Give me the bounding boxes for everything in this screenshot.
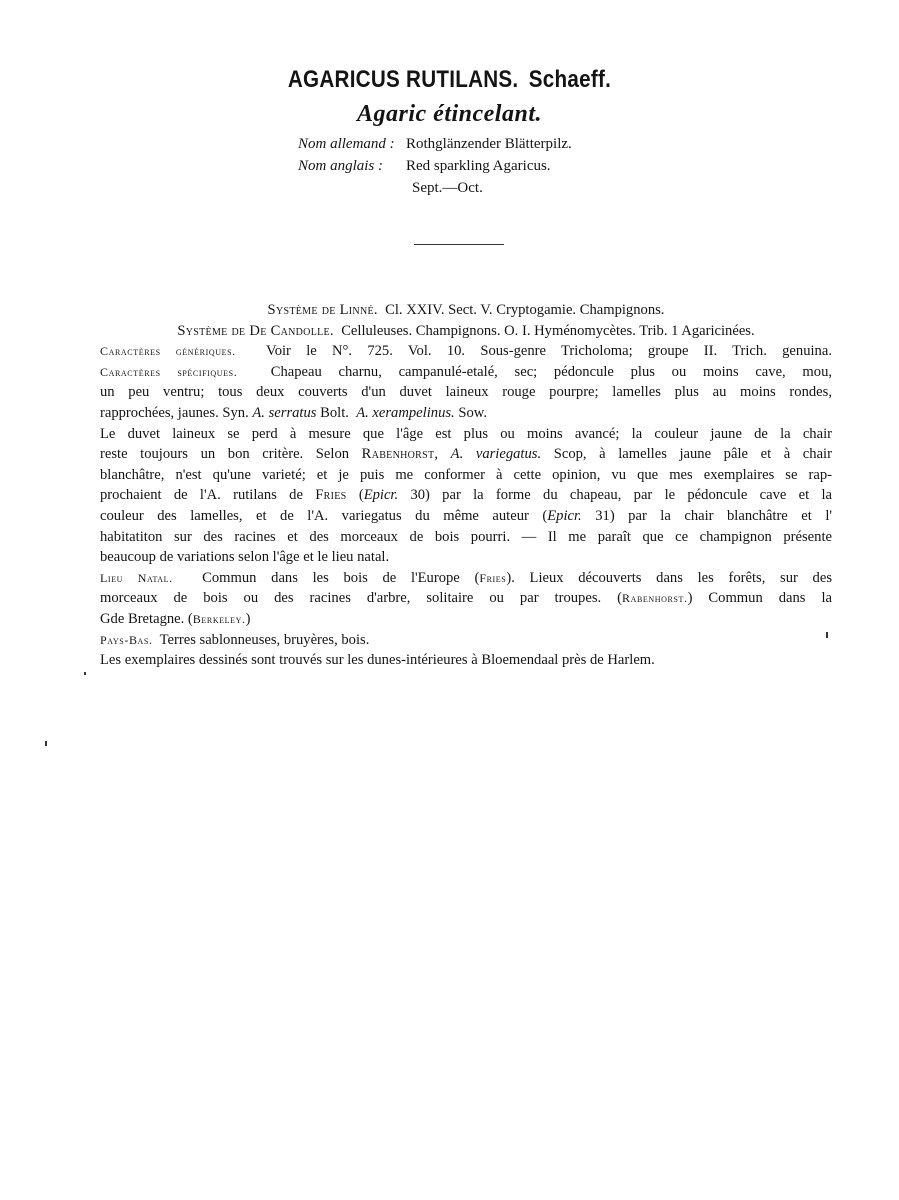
habitat-author-rabenhorst: Rabenhorst. xyxy=(621,591,688,606)
habitat-text-2a: morceaux de bois ou des racines d'arbre, solitaire ou par troupes. ( xyxy=(100,590,622,607)
habitat-text-3a: Gde Bretagne. ( xyxy=(100,610,193,627)
epicrisis-ref-2: Epicr. xyxy=(547,507,582,524)
habitat-text-3b: ) xyxy=(245,610,251,627)
scan-speck xyxy=(45,741,47,746)
specific-text-3c: Sow. xyxy=(458,404,488,421)
german-name-row xyxy=(298,133,572,155)
duvet-text-5a: couleur des lamelles, et de l'A. variegatus du même auteur ( xyxy=(100,507,548,524)
habitat-line1 xyxy=(100,568,832,589)
netherlands-label: Pays-Bas. xyxy=(100,632,153,647)
synonym-xerampelinus: A. xerampelinus. xyxy=(356,404,455,421)
duvet-text-2b: , xyxy=(434,446,439,463)
specific-text-3b: Bolt. xyxy=(320,404,349,421)
specific-characters-line3 xyxy=(100,403,832,424)
habitat-author-berkeley: Berkeley. xyxy=(192,611,246,626)
description-body xyxy=(100,300,832,671)
duvet-line5 xyxy=(100,506,832,527)
candolle-label: Système de De Candolle. xyxy=(177,322,334,339)
german-label: Nom allemand : xyxy=(298,136,395,152)
duvet-line7: beaucoup de variations selon l'âge et le lieu natal. xyxy=(100,549,390,566)
duvet-line2 xyxy=(100,444,832,465)
author-rabenhorst: Rabenhorst xyxy=(361,446,435,463)
generic-label: Caractères génériques. xyxy=(100,344,236,359)
linne-text: Cl. XXIV. Sect. V. Cryptogamie. Champignons. xyxy=(385,302,665,318)
specific-text-3a: rapprochées, jaunes. Syn. xyxy=(100,404,249,421)
habitat-text-1a: Commun dans les bois de l'Europe ( xyxy=(202,569,480,586)
specific-characters-line1 xyxy=(100,362,832,383)
duvet-line3: blanchâtre, n'est qu'une varieté; et je puis me conformer à cette opinion, vu que mes exemplaires se rap- xyxy=(100,466,832,483)
generic-characters xyxy=(100,341,832,362)
specimen-origin: Les exemplaires dessinés sont trouvés sur les dunes-intérieures à Bloemendaal près de Harlem. xyxy=(100,652,655,669)
separator-rule xyxy=(414,244,504,245)
duvet-line6: habitatiton sur des racines et des morceaux de bois pourri. — Il me paraît que ce champignon présente xyxy=(100,528,832,545)
candolle-text: Celluleuses. Champignons. O. I. Hyménomycètes. Trib. 1 Agaricinées. xyxy=(341,322,755,339)
season: Sept.—Oct. xyxy=(412,180,483,196)
scan-speck xyxy=(84,672,86,675)
duvet-line4: prochaient de l'A. rutilans de Fries (Epicr. 30) par la forme du chapeau, par le pédoncule cave et la xyxy=(100,487,833,504)
french-common-name: Agaric étincelant. xyxy=(357,101,542,127)
epicrisis-ref-1: Epicr. xyxy=(363,487,399,504)
vernacular-names xyxy=(298,133,572,177)
habitat-text-1b: ). Lieux découverts dans les forêts, sur des xyxy=(506,569,833,586)
latin-name: AGARICUS RUTILANS. xyxy=(287,66,519,93)
species-variegatus: A. variegatus. xyxy=(450,446,542,463)
candolle-system xyxy=(100,321,832,342)
specific-label: Caractères spécifiques. xyxy=(100,364,238,379)
habitat-text-2b: ) Commun dans la xyxy=(687,590,832,607)
specific-text-1: Chapeau charnu, campanulé-etalé, sec; pédoncule plus ou moins cave, mou, xyxy=(270,363,833,380)
netherlands-habitat xyxy=(100,630,832,651)
habitat-author-fries: Fries xyxy=(479,570,507,585)
habitat-label: Lieu Natal. xyxy=(100,570,173,585)
specific-characters-line2: un peu ventru; tous deux couverts d'un duvet laineux rouge pourpre; lamelles plus au moins rondes, xyxy=(100,384,832,401)
english-name-row xyxy=(298,155,572,177)
duvet-text-2a: reste toujours un bon critère. Selon xyxy=(100,446,350,463)
english-label: Nom anglais : xyxy=(298,158,384,174)
author-fries: Fries xyxy=(315,487,347,504)
species-title xyxy=(63,66,836,94)
linne-label: Système de Linné. xyxy=(267,302,378,318)
duvet-text-2c: Scop, à lamelles jaune pâle et à chair xyxy=(553,446,832,463)
duvet-text-5b: 31) par la chair blanchâtre et l' xyxy=(595,507,833,524)
duvet-text-4a: prochaient de l'A. rutilans de xyxy=(100,487,303,504)
scan-speck xyxy=(826,632,828,638)
duvet-text-4b: 30) par la forme du chapeau, par le pédoncule cave et la xyxy=(410,487,833,504)
habitat-line2 xyxy=(100,588,832,609)
linne-system xyxy=(100,300,832,321)
synonym-serratus: A. serratus xyxy=(252,404,317,421)
german-name: Rothglänzender Blätterpilz. xyxy=(406,136,572,152)
author-abbrev: Schaeff. xyxy=(528,66,612,93)
netherlands-text: Terres sablonneuses, bruyères, bois. xyxy=(159,631,370,648)
generic-text: Voir le N°. 725. Vol. 10. Sous-genre Tricholoma; groupe II. Trich. genuina. xyxy=(266,343,832,360)
habitat-line3 xyxy=(100,609,832,630)
duvet-line1: Le duvet laineux se perd à mesure que l'âge est plus ou moins avancé; la couleur jaune de la chair xyxy=(100,425,832,442)
english-name: Red sparkling Agaricus. xyxy=(406,158,551,174)
